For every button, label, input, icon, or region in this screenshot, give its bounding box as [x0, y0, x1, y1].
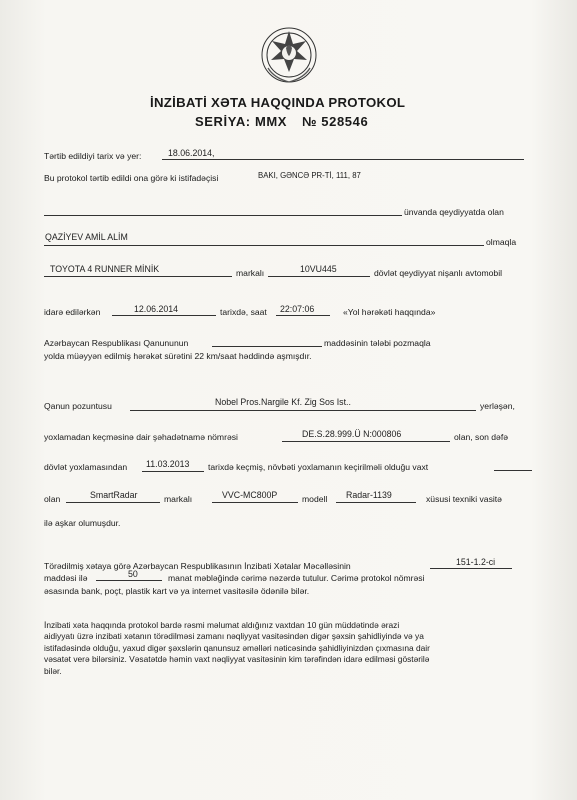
- owner-suffix: olmaqla: [486, 237, 517, 247]
- inspection-label: dövlət yoxlamasından: [44, 462, 128, 472]
- basis-label: Bu protokol tərtib edildi ona görə ki istifadəçisi: [44, 173, 219, 183]
- penalty-amount-line: [96, 580, 162, 581]
- device-brand-label: markalı: [164, 494, 193, 504]
- protocol-title: İNZİBATİ XƏTA HAQQINDA PROTOKOL: [150, 95, 406, 110]
- device-type-value: Radar-1139: [346, 490, 392, 500]
- date-place-label: Tərtib edildiyi tarix və yer:: [44, 151, 142, 161]
- address-line: [44, 215, 402, 216]
- payment-line: əsasında bank, poçt, plastik kart və ya internet vasitəsilə ödənilə bilər.: [44, 586, 310, 596]
- penalty-article-line: [430, 568, 512, 569]
- owner-name-value: QAZİYEV AMİL ALİM: [45, 232, 128, 242]
- plate-line: [268, 276, 370, 277]
- address-value: BAKI, GƏNCƏ PR-Tİ, 111, 87: [258, 171, 361, 180]
- date-place-line: [162, 159, 524, 160]
- notice-line: İnzibati xəta haqqında protokol bardə rəsmi məlumat aldığınız vaxtdan 10 gün müddətində ərazi: [44, 620, 400, 630]
- penalty-amount-value: 50: [128, 569, 138, 579]
- penalty-article-value: 151-1.2-ci: [456, 557, 496, 567]
- device-type-line: [336, 502, 416, 503]
- device-prefix: olan: [44, 494, 61, 504]
- notice-line: aidiyyatı üzrə inzibati xətanın törədilməsi zamanı nəqliyyat vasitəsindən digər şəxsin şahidliyində və ya: [44, 631, 424, 642]
- driving-label: idarə edilərkən: [44, 307, 101, 317]
- next-inspection-line: [494, 470, 532, 471]
- speed-line: yolda müəyyən edilmiş hərəkət sürətini 22 km/saat həddində aşmışdır.: [44, 351, 312, 361]
- location-label: Qanun pozuntusu: [44, 401, 112, 411]
- date-place-value: 18.06.2014,: [168, 148, 215, 158]
- vehicle-model-value: TOYOTA 4 RUNNER MİNİK: [50, 264, 160, 274]
- device-suffix: xüsusi texniki vasitə: [426, 494, 502, 504]
- notice-line: vəsatət verə bilərsiniz. Vəsatətdə həmin vaxt nəqliyyat vasitəsinin kim tərəfindən idarə edilməsi göstərilə: [44, 654, 430, 665]
- state-emblem-icon: [258, 22, 320, 88]
- location-line: [130, 410, 476, 411]
- certificate-label: yoxlamadan keçməsinə dair şəhadətnamə nömrəsi: [44, 432, 238, 442]
- notice-line: bilər.: [44, 665, 62, 676]
- certificate-line: [282, 441, 450, 442]
- owner-line: [44, 245, 484, 246]
- inspection-date-value: 11.03.2013: [146, 459, 190, 469]
- penalty-article-label: maddəsi ilə: [44, 573, 88, 583]
- law-article-line: [212, 346, 322, 347]
- law-line-b: maddəsinin tələbi pozmaqla: [324, 338, 431, 348]
- registered-suffix: ünvanda qeydiyyatda olan: [404, 207, 504, 217]
- location-suffix: yerləşən,: [480, 401, 515, 411]
- violation-date-line: [112, 315, 216, 316]
- violation-time-line: [276, 315, 330, 316]
- penalty-line-b: manat məbləğində cərimə nəzərdə tutulur. Cərimə protokol nömrəsi: [168, 573, 425, 583]
- date-suffix: tarixdə, saat: [220, 307, 267, 317]
- device-model-value: VVC-MC800P: [222, 490, 278, 500]
- violation-date-value: 12.06.2014: [134, 304, 179, 314]
- series-label: SERİYA: MMX: [195, 114, 288, 129]
- inspection-suffix: tarixdə keçmiş, növbəti yoxlamanın keçirilməli olduğu vaxt: [208, 462, 429, 472]
- notice-line: istifadəsində olduğu, yaxud digər şəxslərin qanunsuz əməlləri nəticəsində şahidliyinizdən çıxmasına dair: [44, 642, 430, 653]
- device-model-label: modell: [302, 494, 328, 504]
- certificate-value: DE.S.28.999.Ü N:000806: [302, 429, 402, 439]
- notice-paragraph: [44, 620, 430, 677]
- law-line-a: Azərbaycan Respublikası Qanununun: [44, 338, 189, 348]
- brand-label: markalı: [236, 268, 265, 278]
- vehicle-model-line: [44, 276, 232, 277]
- device-brand-value: SmartRadar: [90, 490, 138, 500]
- plate-value: 10VU445: [300, 264, 337, 274]
- law-name: «Yol hərəkəti haqqında»: [343, 307, 436, 317]
- plate-suffix: dövlət qeydiyyat nişanlı avtomobil: [374, 268, 503, 278]
- certificate-suffix: olan, son dəfə: [454, 432, 508, 442]
- penalty-line-a: Törədilmiş xətaya görə Azərbaycan Respublikasının İnzibati Xətalar Məcəlləsinin: [44, 561, 351, 571]
- device-brand-line: [66, 502, 160, 503]
- location-value: Nobel Pros.Nargile Kf. Zig Sos Ist..: [215, 397, 351, 407]
- protocol-number: № 528546: [302, 114, 369, 129]
- inspection-date-line: [142, 471, 204, 472]
- device-model-line: [212, 502, 298, 503]
- violation-time-value: 22:07:06: [280, 304, 315, 314]
- detected-line: ilə aşkar olumuşdur.: [44, 518, 121, 528]
